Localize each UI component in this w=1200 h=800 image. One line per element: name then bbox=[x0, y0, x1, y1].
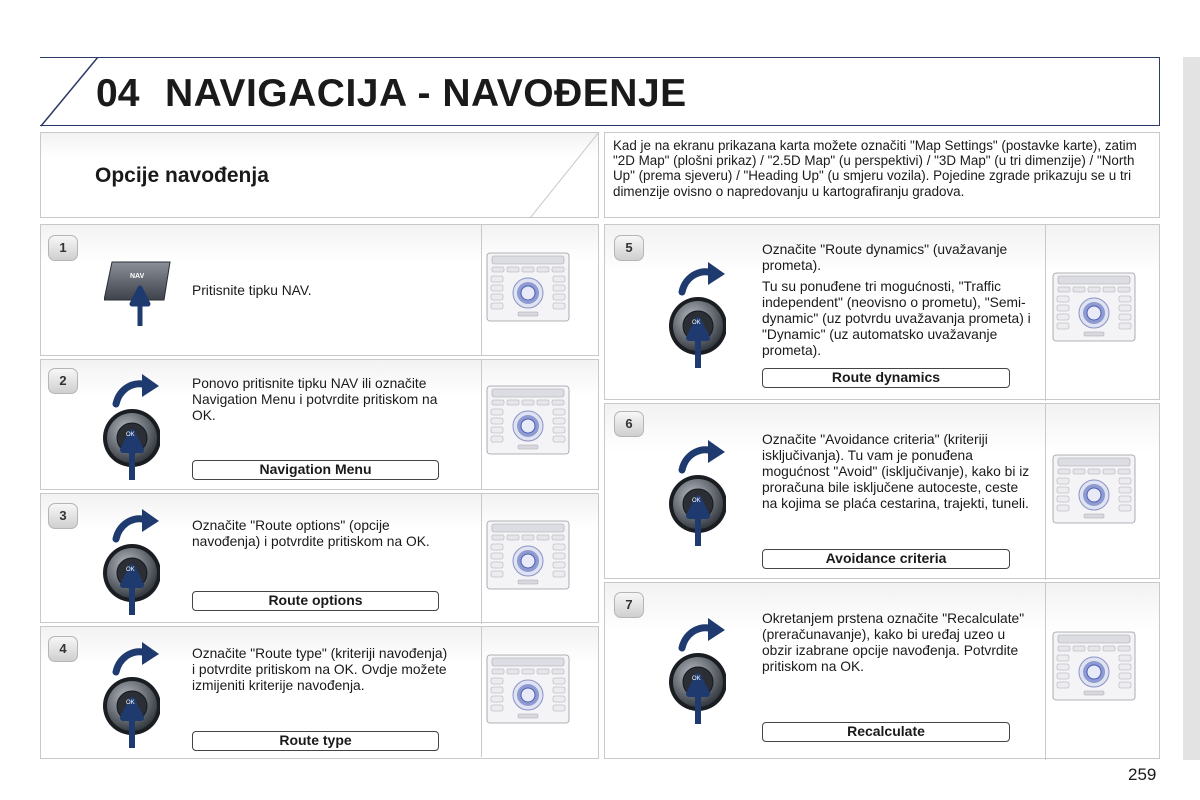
route-options-button[interactable]: Route options bbox=[192, 591, 439, 611]
route-type-button[interactable]: Route type bbox=[192, 731, 439, 751]
radio-unit-thumbnail bbox=[1052, 631, 1136, 701]
rotary-knob-illustration bbox=[102, 638, 160, 748]
rotary-knob-illustration bbox=[102, 370, 160, 480]
knob-ok-label: OK bbox=[692, 498, 701, 504]
nav-key-label: NAV bbox=[130, 273, 145, 280]
step-number-badge: 3 bbox=[48, 503, 78, 529]
knob-ok-label: OK bbox=[126, 567, 135, 573]
route-dynamics-button[interactable]: Route dynamics bbox=[762, 368, 1010, 388]
step-6-text: Označite "Avoidance criteria" (kriteriji isključivanja). Tu vam je ponuđena mogućnost "Avoid" (isključivanje), kako bi iz proračuna bile isključene autoceste, ceste na kojima se plaća cestarina, trajekti, tuneli. bbox=[762, 432, 1030, 511]
recalculate-button[interactable]: Recalculate bbox=[762, 722, 1010, 742]
step-number-badge: 6 bbox=[614, 411, 644, 437]
rotary-knob-illustration bbox=[668, 614, 726, 724]
header-diagonal bbox=[40, 57, 100, 127]
rotary-knob-icon bbox=[668, 258, 726, 368]
step-4-text: Označite "Route type" (kriteriji navođenja) i potvrdite pritiskom na OK. Ovdje možete izmijeniti kriterije navođenja. bbox=[192, 646, 448, 693]
rotary-knob-icon bbox=[102, 505, 160, 615]
rotary-knob-icon bbox=[668, 436, 726, 546]
radio-unit-thumbnail bbox=[486, 252, 570, 322]
step-5-text-a: Označite "Route dynamics" (uvažavanje prometa). bbox=[762, 242, 1008, 273]
section-title: Opcije navođenja bbox=[95, 164, 269, 187]
nav-key-illustration bbox=[104, 258, 176, 328]
step-number-badge: 2 bbox=[48, 368, 78, 394]
page-number: 259 bbox=[1128, 765, 1157, 784]
step-number-badge: 5 bbox=[614, 235, 644, 261]
avoidance-criteria-button[interactable]: Avoidance criteria bbox=[762, 549, 1010, 569]
radio-unit-thumbnail bbox=[1052, 454, 1136, 524]
step-number-badge: 7 bbox=[614, 592, 644, 618]
rotary-knob-icon bbox=[668, 614, 726, 724]
step-7-text: Okretanjem prstena označite "Recalculate" (preračunavanje), kako bi uređaj uzeo u obzir izabrane opcije navođenja. Potvrdite pritiskom na OK. bbox=[762, 611, 1025, 674]
step-1-text: Pritisnite tipku NAV. bbox=[192, 283, 312, 298]
rotary-knob-illustration bbox=[668, 436, 726, 546]
chapter-number: 04 bbox=[96, 72, 140, 115]
step-number-badge: 4 bbox=[48, 636, 78, 662]
radio-unit-thumbnail bbox=[486, 385, 570, 455]
step-2-text: Ponovo pritisnite tipku NAV ili označite Navigation Menu i potvrdite pritiskom na OK. bbox=[192, 376, 438, 423]
knob-ok-label: OK bbox=[692, 320, 701, 326]
knob-ok-label: OK bbox=[126, 432, 135, 438]
step-number-badge: 1 bbox=[48, 235, 78, 261]
knob-ok-label: OK bbox=[692, 676, 701, 682]
rotary-knob-illustration bbox=[102, 505, 160, 615]
radio-unit-thumbnail bbox=[486, 520, 570, 590]
nav-key-icon bbox=[104, 258, 176, 328]
rotary-knob-icon bbox=[102, 370, 160, 480]
step-3-text: Označite "Route options" (opcije navođenja) i potvrdite pritiskom na OK. bbox=[192, 518, 430, 549]
radio-unit-thumbnail bbox=[1052, 272, 1136, 342]
radio-unit-thumbnail bbox=[486, 654, 570, 724]
knob-ok-label: OK bbox=[126, 700, 135, 706]
step-5-text-b: Tu su ponuđene tri mogućnosti, "Traffic independent" (neovisno o prometu), "Semi-dynamic" (uz potvrdu uvažavanja prometa) i "Dynamic" (uz automatsko uvažavanje prometa). bbox=[762, 279, 1031, 358]
info-text: Kad je na ekranu prikazana karta možete označiti "Map Settings" (postavke karte), zatim "2D Map" (plošni prikaz) / "2.5D Map" (u perspektivi) / "3D Map" (u tri dimenzije) / "North Up" (prema sjeveru) / "Heading Up" (u smjeru vozila). Pojedine zgrade prikazuju se u tri dimenzije ovisno o napredovanju u kartografiranju gradova. bbox=[613, 138, 1137, 199]
navigation-menu-button[interactable]: Navigation Menu bbox=[192, 460, 439, 480]
section-title-diagonal bbox=[530, 132, 600, 219]
rotary-knob-illustration bbox=[668, 258, 726, 368]
rotary-knob-icon bbox=[102, 638, 160, 748]
side-tab-bar bbox=[1183, 57, 1200, 760]
chapter-title: NAVIGACIJA - NAVOĐENJE bbox=[165, 72, 687, 115]
